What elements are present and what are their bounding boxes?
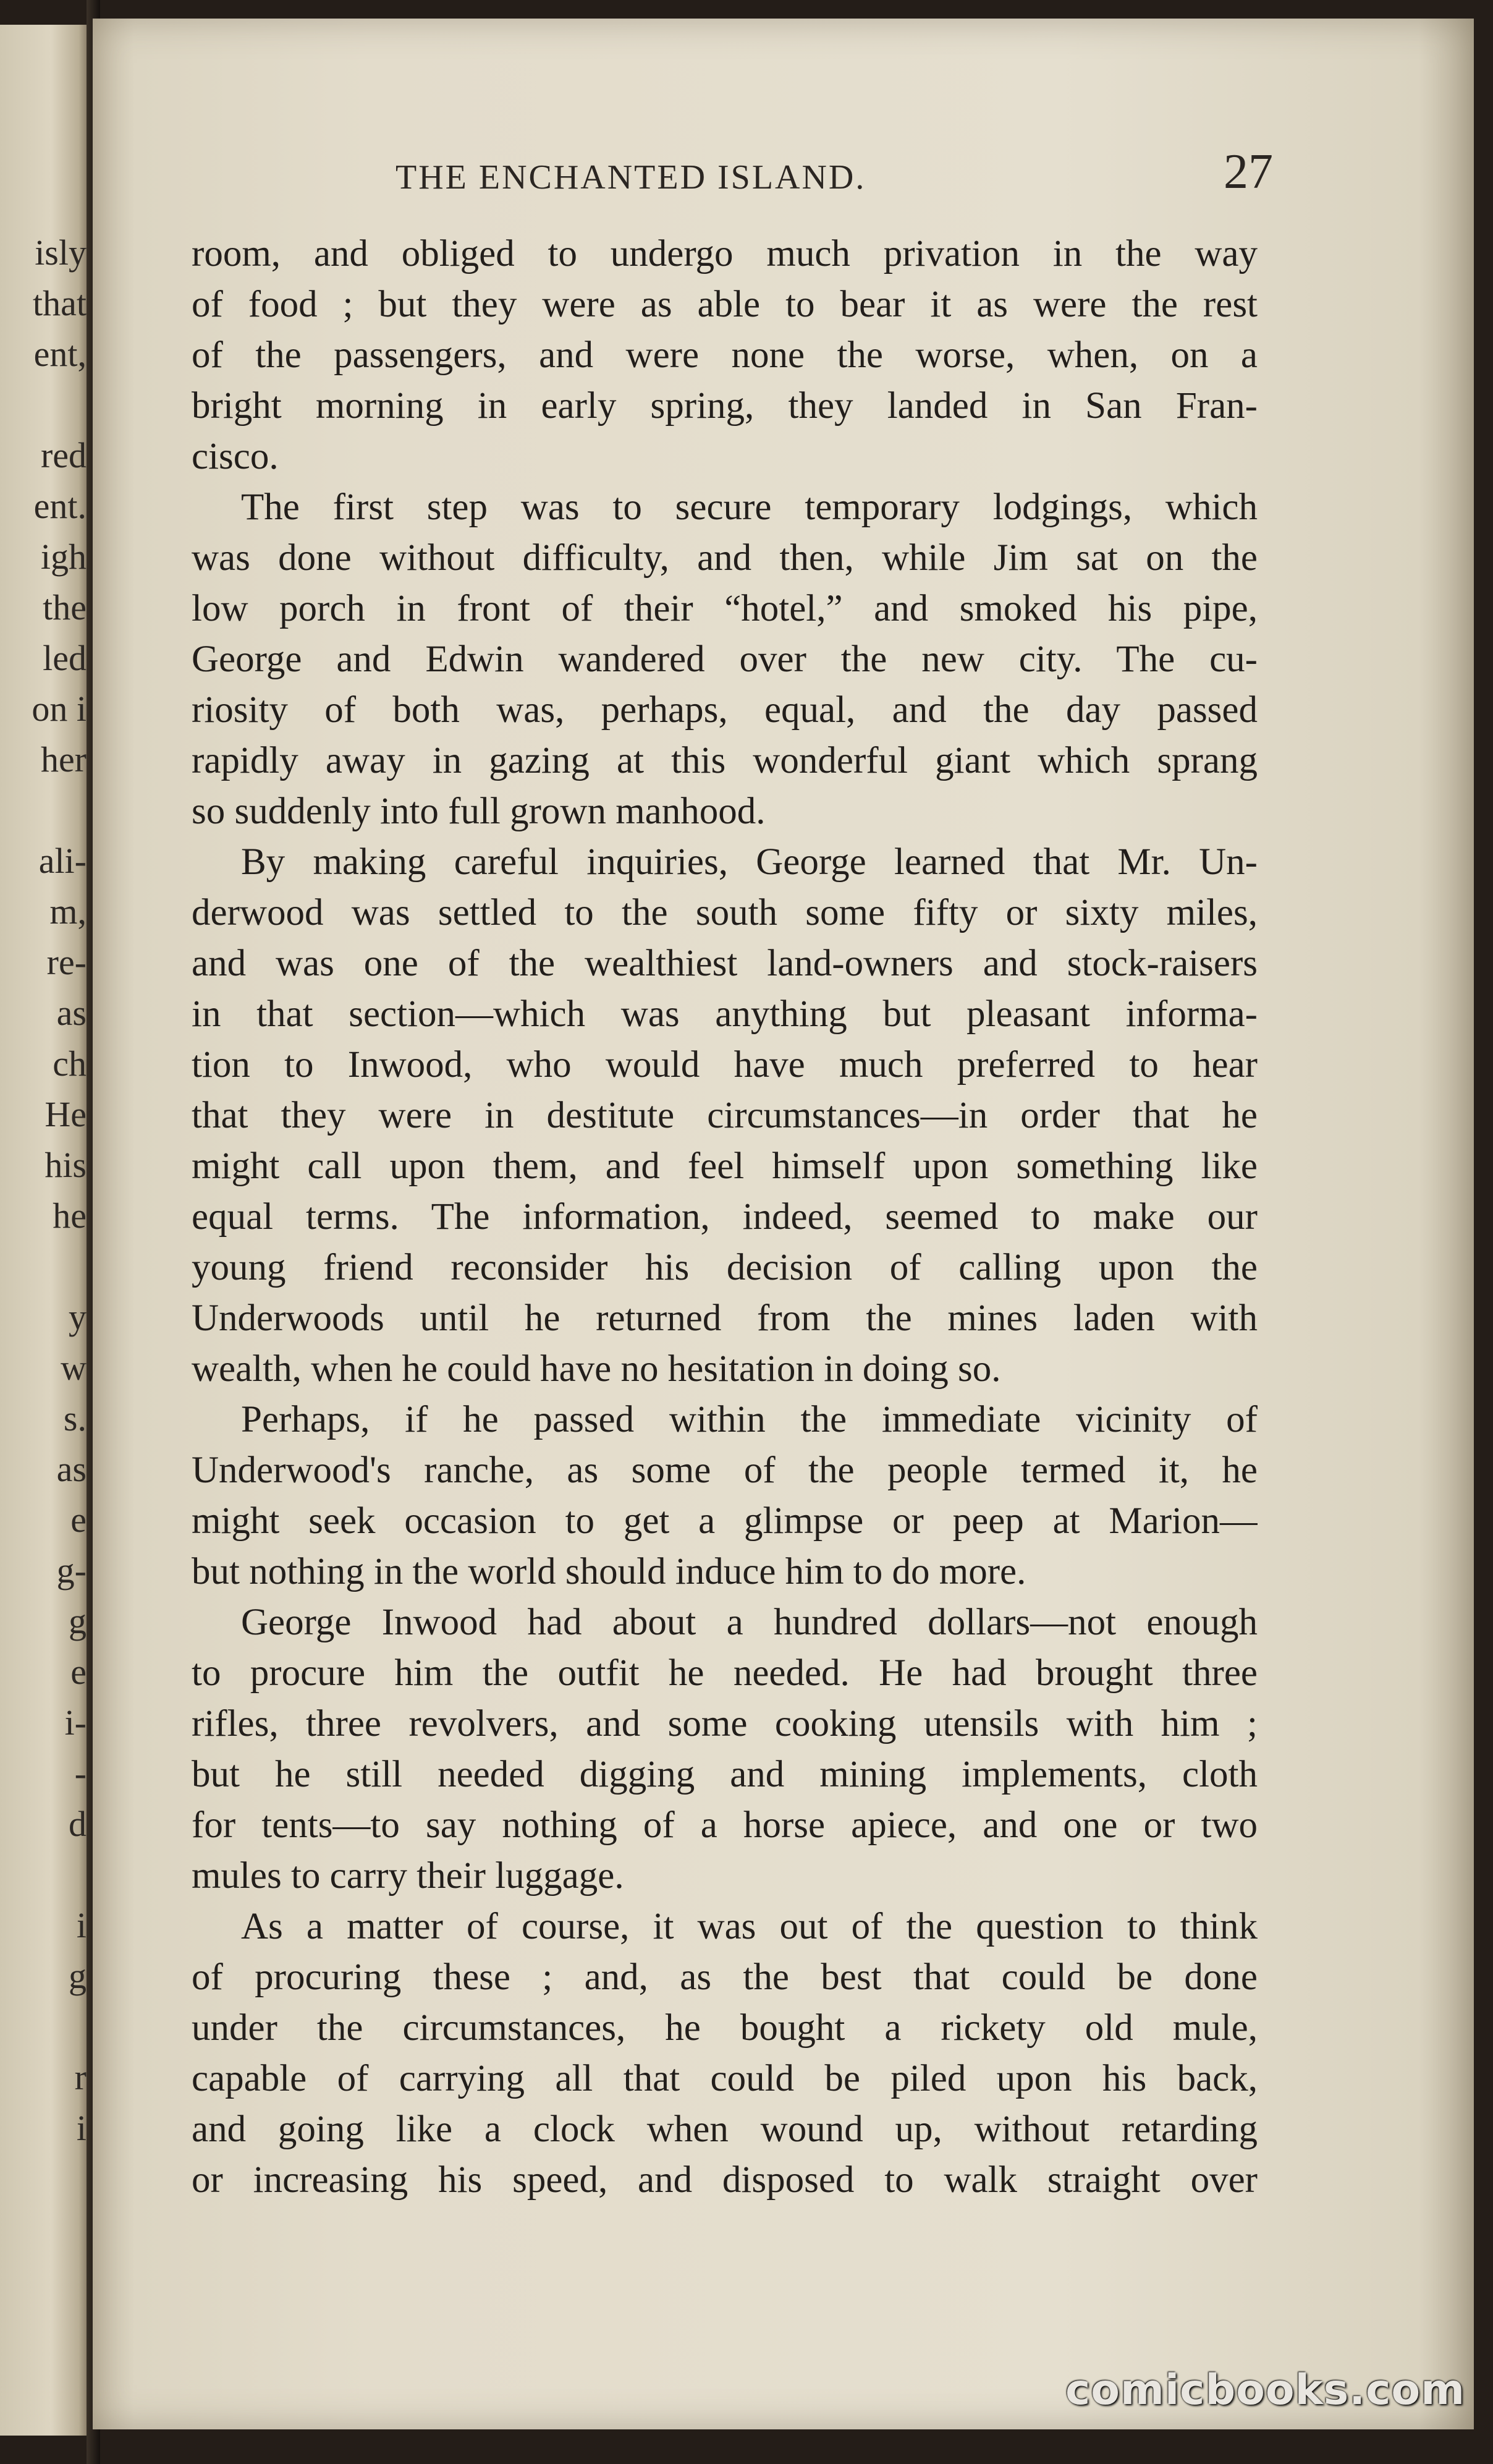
left-page-fragment: ali-	[38, 841, 87, 881]
left-page-fragment: g	[69, 1601, 87, 1641]
text-line: George Inwood had about a hundred dollars—not enough	[241, 1602, 1258, 1643]
left-page-fragment: e	[70, 1500, 87, 1540]
text-line: By making careful inquiries, George learned that Mr. Un-	[241, 841, 1258, 883]
text-line: so suddenly into full grown manhood.	[192, 791, 766, 832]
left-page-fragment: on i	[32, 689, 87, 729]
left-page-fragment: ent.	[33, 486, 87, 526]
left-page-fragment: he	[53, 1196, 87, 1236]
left-page-fragment: -	[74, 1753, 87, 1793]
left-page-fragment: re-	[46, 942, 87, 982]
text-line: Underwoods until he returned from the mines laden with	[192, 1298, 1258, 1339]
text-line: to procure him the outfit he needed. He had brought three	[192, 1652, 1258, 1694]
text-line: but he still needed digging and mining implements, cloth	[192, 1754, 1258, 1795]
text-line: that they were in destitute circumstances—in order that he	[192, 1095, 1258, 1136]
left-page-fragment: that	[33, 283, 87, 323]
left-page-fragment: y	[69, 1297, 87, 1337]
left-page-fragment: red	[40, 435, 87, 475]
text-line: bright morning in early spring, they landed in San Fran-	[192, 385, 1258, 427]
left-page-fragment: g	[69, 1956, 87, 1996]
text-line: Perhaps, if he passed within the immediate vicinity of	[241, 1399, 1258, 1440]
left-page-fragment: d	[69, 1804, 87, 1844]
left-page-fragment: e	[70, 1652, 87, 1692]
text-line: The first step was to secure temporary lodgings, which	[241, 486, 1258, 528]
page-header	[284, 145, 1273, 207]
left-page-fragment: her	[40, 739, 87, 780]
text-line: mules to carry their luggage.	[192, 1855, 624, 1897]
text-line: was done without difficulty, and then, while Jim sat on the	[192, 537, 1258, 579]
left-page-fragment: i	[76, 2108, 87, 2148]
text-line: George and Edwin wandered over the new city. The cu-	[192, 639, 1258, 680]
left-page-fragment: w	[61, 1348, 87, 1388]
left-page-fragment: r	[74, 2057, 87, 2097]
left-page-fragment: as	[56, 993, 87, 1033]
text-line: young friend reconsider his decision of calling upon the	[192, 1247, 1258, 1288]
left-page-fragment: m,	[49, 891, 87, 932]
text-line: low porch in front of their “hotel,” and smoked his pipe,	[192, 588, 1258, 629]
text-line: capable of carrying all that could be piled upon his back,	[192, 2058, 1258, 2099]
watermark: comicbooks.com	[1065, 2366, 1465, 2415]
left-page-fragment: He	[44, 1094, 87, 1134]
text-line: rifles, three revolvers, and some cooking utensils with him ;	[192, 1703, 1258, 1744]
text-line: might call upon them, and feel himself upon something like	[192, 1145, 1258, 1187]
left-page-fragment: igh	[40, 537, 87, 577]
text-line: of procuring these ; and, as the best that could be done	[192, 1956, 1258, 1998]
left-page-fragment: the	[43, 587, 87, 627]
text-line: equal terms. The information, indeed, seemed to make our	[192, 1196, 1258, 1238]
left-page-fragment: led	[43, 638, 87, 678]
text-line: cisco.	[192, 436, 279, 477]
text-line: and going like a clock when wound up, without retarding	[192, 2109, 1258, 2150]
left-page-fragment: ent,	[33, 334, 87, 374]
text-line: for tents—to say nothing of a horse apiece, and one or two	[192, 1804, 1258, 1846]
text-line: wealth, when he could have no hesitation in doing so.	[192, 1348, 1001, 1390]
text-line: might seek occasion to get a glimpse or peep at Marion—	[192, 1500, 1258, 1542]
running-head: THE ENCHANTED ISLAND.	[395, 158, 866, 197]
text-line: or increasing his speed, and disposed to walk straight over	[192, 2159, 1258, 2201]
left-page-fragment: i-	[64, 1702, 87, 1743]
text-line: room, and obliged to undergo much privation in the way	[192, 233, 1258, 274]
left-page-edge	[0, 25, 93, 2436]
left-page-fragment: ch	[53, 1043, 87, 1084]
left-page-fragment: as	[56, 1449, 87, 1489]
left-page-fragment: g-	[56, 1550, 87, 1591]
left-page-fragment: his	[44, 1145, 87, 1185]
text-line: and was one of the wealthiest land-owners and stock-raisers	[192, 943, 1258, 984]
text-line: tion to Inwood, who would have much preferred to hear	[192, 1044, 1258, 1085]
text-line: of the passengers, and were none the worse, when, on a	[192, 334, 1258, 376]
text-line: derwood was settled to the south some fifty or sixty miles,	[192, 892, 1258, 933]
text-line: of food ; but they were as able to bear it as were the rest	[192, 284, 1258, 325]
body-text	[192, 229, 1258, 2206]
page-number: 27	[1224, 145, 1273, 199]
text-line: riosity of both was, perhaps, equal, and the day passed	[192, 689, 1258, 731]
left-page-fragment: s.	[63, 1398, 87, 1438]
text-line: under the circumstances, he bought a rickety old mule,	[192, 2007, 1258, 2049]
text-line: rapidly away in gazing at this wonderful giant which sprang	[192, 740, 1258, 781]
text-line: As a matter of course, it was out of the question to think	[241, 1906, 1258, 1947]
text-line: in that section—which was anything but pleasant informa-	[192, 993, 1258, 1035]
left-page-fragment: i	[76, 1905, 87, 1945]
text-line: but nothing in the world should induce him to do more.	[192, 1551, 1026, 1592]
text-line: Underwood's ranche, as some of the people termed it, he	[192, 1450, 1258, 1491]
left-page-fragment: isly	[35, 232, 87, 273]
